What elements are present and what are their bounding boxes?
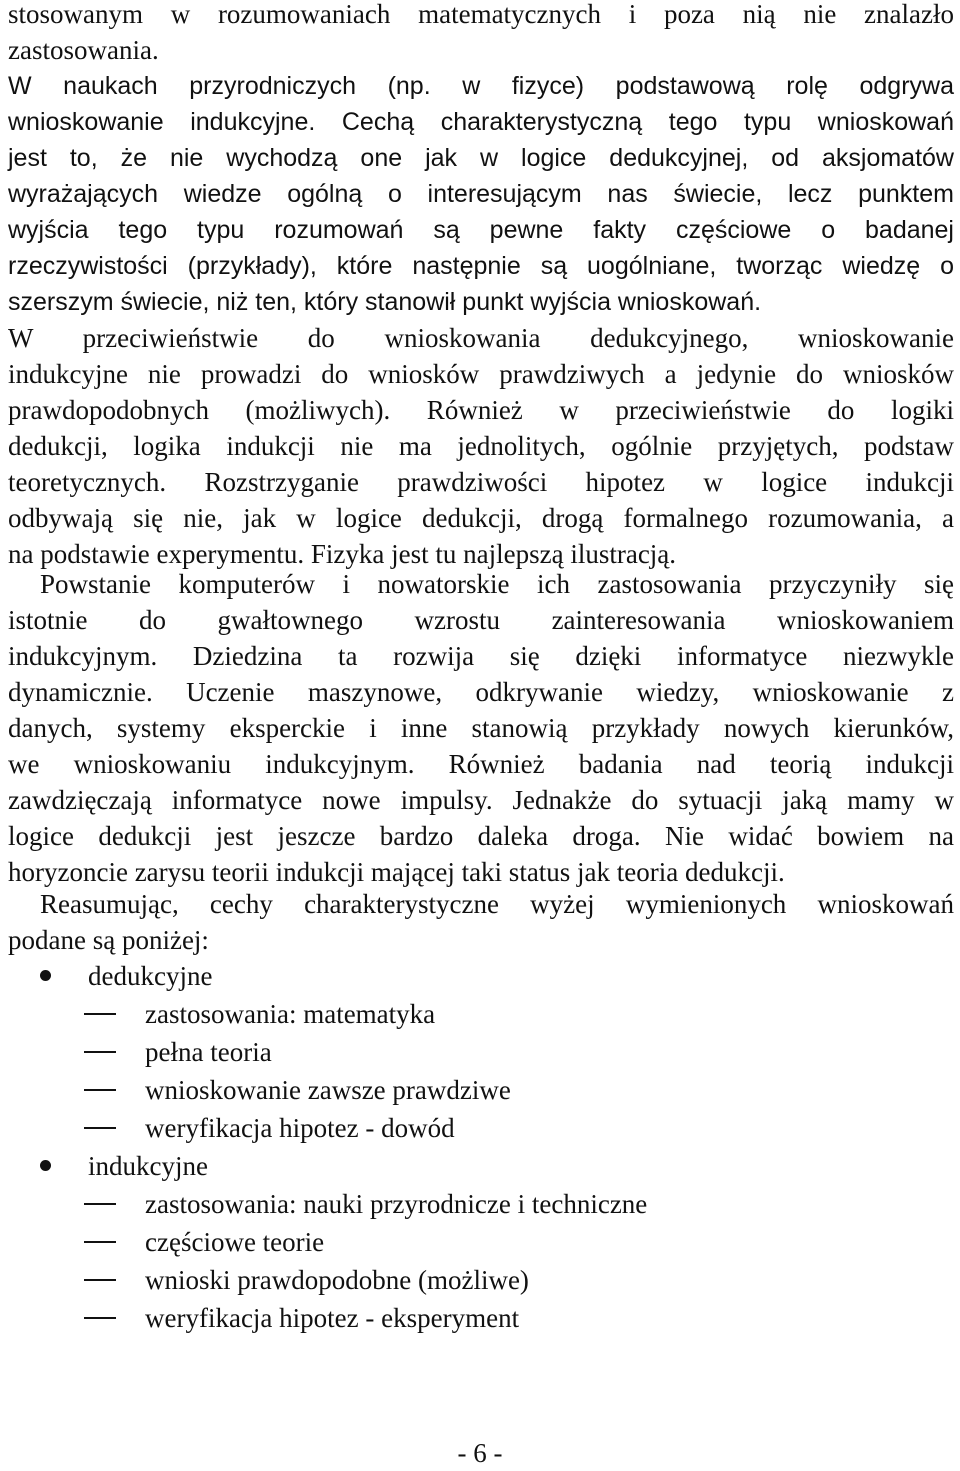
dash-icon [84, 1013, 116, 1015]
list-item: zastosowania: matematyka [145, 999, 436, 1029]
text-line: danych, systemy eksperckie i inne stanowią przykłady nowych kierunków, [8, 713, 954, 743]
text-line: dynamicznie. Uczenie maszynowe, odkrywanie wiedzy, wnioskowanie z [8, 677, 954, 707]
text-line: szerszym świecie, niż ten, który stanowił punkt wyjścia wnioskowań. [8, 288, 762, 316]
text-line: horyzoncie zarysu teorii indukcji mającej taki status jak teoria dedukcji. [8, 857, 785, 887]
text-line: indukcyjnym. Dziedzina ta rozwija się dzięki informatyce niezwykle [8, 641, 954, 671]
list-item: weryfikacja hipotez - eksperyment [145, 1303, 520, 1333]
list-heading: dedukcyjne [88, 961, 213, 991]
list-item: pełna teoria [145, 1037, 272, 1067]
text-line: podane są poniżej: [8, 925, 209, 955]
text-line: W przeciwieństwie do wnioskowania dedukcyjnego, wnioskowanie [8, 323, 954, 353]
text-line: prawdopodobnych (możliwych). Również w przeciwieństwie do logiki [8, 395, 954, 425]
text-line: Powstanie komputerów i nowatorskie ich zastosowania przyczyniły się [40, 569, 954, 599]
text-line: wyrażających wiedze ogólną o interesującym nas świecie, lecz punktem [8, 180, 954, 208]
dash-icon [84, 1279, 116, 1281]
text-line: istotnie do gwałtownego wzrostu zainteresowania wnioskowaniem [8, 605, 954, 635]
text-line: zastosowania. [8, 35, 159, 65]
text-line: na podstawie experymentu. Fizyka jest tu najlepszą ilustracją. [8, 539, 677, 569]
dash-icon [84, 1317, 116, 1319]
text-line: logice dedukcji jest jeszcze bardzo daleka droga. Nie widać bowiem na [8, 821, 954, 851]
dash-icon [84, 1127, 116, 1129]
text-line: indukcyjne nie prowadzi do wniosków prawdziwych a jedynie do wniosków [8, 359, 954, 389]
text-line: jest to, że nie wychodzą one jak w logice dedukcyjnej, od aksjomatów [8, 144, 954, 172]
dash-icon [84, 1089, 116, 1091]
text-line: W naukach przyrodniczych (np. w fizyce) podstawową rolę odgrywa [8, 72, 954, 100]
text-line: we wnioskowaniu indukcyjnym. Również badania nad teorią indukcji [8, 749, 954, 779]
dash-icon [84, 1241, 116, 1243]
text-line: stosowanym w rozumowaniach matematycznych i poza nią nie znalazło [8, 0, 954, 29]
list-item: wnioski prawdopodobne (możliwe) [145, 1265, 529, 1295]
text-line: wyjścia tego typu rozumowań są pewne fakty częściowe o badanej [8, 216, 954, 244]
list-heading: indukcyjne [88, 1151, 208, 1181]
dash-icon [84, 1051, 116, 1053]
list-item: weryfikacja hipotez - dowód [145, 1113, 455, 1143]
bullet-icon [40, 1160, 51, 1171]
list-item: wnioskowanie zawsze prawdziwe [145, 1075, 511, 1105]
text-line: teoretycznych. Rozstrzyganie prawdziwości hipotez w logice indukcji [8, 467, 954, 497]
dash-icon [84, 1203, 116, 1205]
text-line: Reasumując, cechy charakterystyczne wyżej wymienionych wnioskowań [40, 889, 954, 919]
text-line: rzeczywistości (przykłady), które następnie są uogólniane, tworząc wiedzę o [8, 252, 954, 280]
text-line: dedukcji, logika indukcji nie ma jednolitych, ogólnie przyjętych, podstaw [8, 431, 954, 461]
list-item: częściowe teorie [145, 1227, 325, 1257]
bullet-icon [40, 970, 51, 981]
list-item: zastosowania: nauki przyrodnicze i techniczne [145, 1189, 648, 1219]
text-line: wnioskowanie indukcyjne. Cechą charakterystyczną tego typu wnioskowań [8, 108, 954, 136]
text-line: odbywają się nie, jak w logice dedukcji, drogą formalnego rozumowania, a [8, 503, 954, 533]
text-line: zawdzięczają informatyce nowe impulsy. Jednakże do sytuacji jaką mamy w [8, 785, 954, 815]
page-number: - 6 - [457, 1438, 503, 1468]
